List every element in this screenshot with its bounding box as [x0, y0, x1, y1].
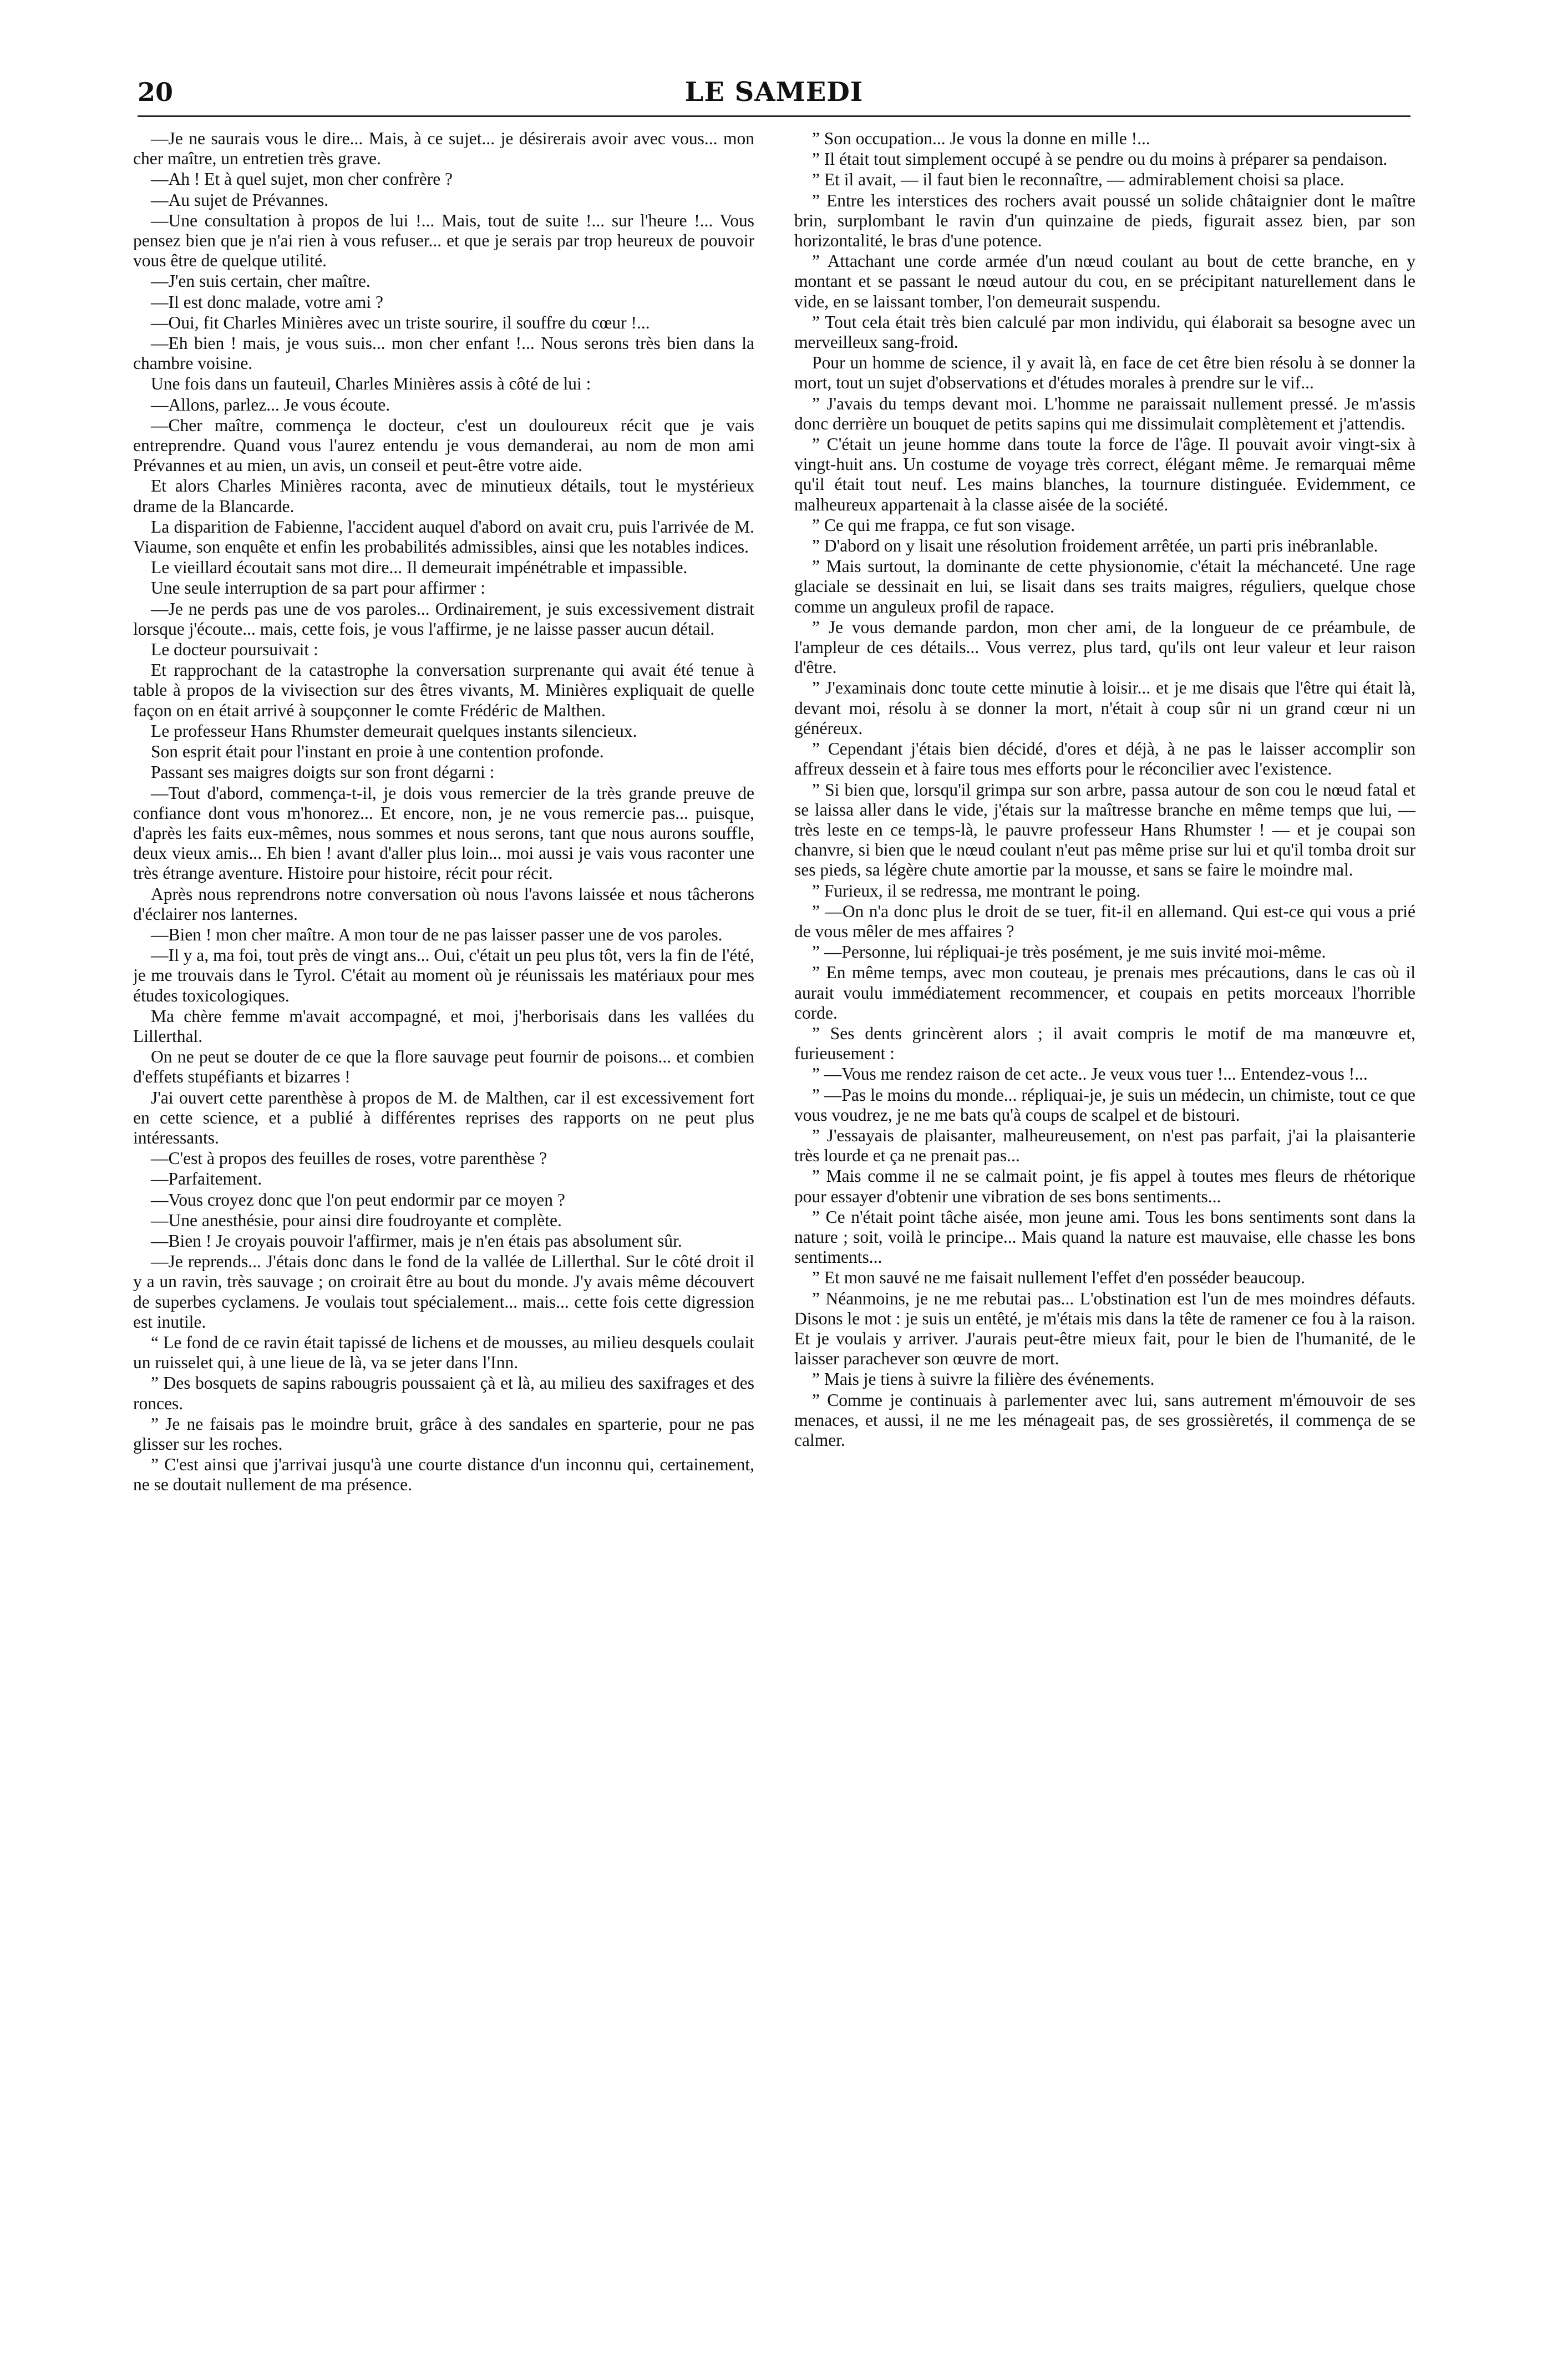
paragraph: ” —On n'a donc plus le droit de se tuer, fit-il en allemand. Qui est-ce qui vous a prié de vous mêler de mes affaires ? [794, 901, 1415, 941]
paragraph: ” Je vous demande pardon, mon cher ami, de la longueur de ce préambule, de l'ampleur de ces détails... Vous verrez, plus tard, qu'ils ont leur valeur et leur raison d'être. [794, 617, 1415, 677]
page-number: 20 [138, 77, 174, 107]
paragraph: La disparition de Fabienne, l'accident auquel d'abord on avait cru, puis l'arrivée de M. Viaume, son enquête et enfin les probabilités admissibles, ainsi que les notables indices. [133, 517, 754, 557]
paragraph: —Tout d'abord, commença-t-il, je dois vous remercier de la très grande preuve de confiance dont vous m'honorez... Et encore, non, je ne vous remercie pas... puisque, d'après les faits eux-mêmes, nous sommes et nous serons, tant que nous aurons souffle, deux vieux amis... Eh bien ! avant d'aller plus loin... moi aussi je vais vous raconter une très étrange aventure. Histoire pour histoire, récit pour récit. [133, 783, 754, 883]
paragraph: ” C'était un jeune homme dans toute la force de l'âge. Il pouvait avoir vingt-six à vingt-huit ans. Un costume de voyage très correct, élégant même. Je remarquai même qu'il était tout neuf. Les mains blanches, la tournure distinguée. Evidemment, ce malheureux appartenait à la classe aisée de la société. [794, 434, 1415, 514]
paragraph: ” Il était tout simplement occupé à se pendre ou du moins à préparer sa pendaison. [812, 149, 1388, 169]
paragraph: ” Furieux, il se redressa, me montrant le poing. [812, 881, 1141, 900]
paragraph: ” Tout cela était très bien calculé par mon individu, qui élaborait sa besogne avec un merveilleux sang-froid. [794, 312, 1415, 352]
paragraph: Le docteur poursuivait : [151, 640, 318, 660]
paragraph: —Au sujet de Prévannes. [151, 190, 329, 210]
paragraph: —Je ne perds pas une de vos paroles... Ordinairement, je suis excessivement distrait lorsque j'écoute... mais, cette fois, je vous l'affirme, je ne laisse passer aucun détail. [133, 599, 754, 639]
right-text-column [794, 129, 1415, 2293]
paragraph: ” Ce n'était point tâche aisée, mon jeune ami. Tous les bons sentiments sont dans la nature ; soit, voilà le principe... Mais quand la nature est mauvaise, elle chasse les bons sentiments... [794, 1207, 1415, 1267]
paragraph: —C'est à propos des feuilles de roses, votre parenthèse ? [151, 1148, 547, 1168]
paragraph: “ Le fond de ce ravin était tapissé de lichens et de mousses, au milieu desquels coulait un ruisselet qui, à une lieue de là, va se jeter dans l'Inn. [133, 1332, 754, 1373]
paragraph: ” J'avais du temps devant moi. L'homme ne paraissait nullement pressé. Je m'assis donc derrière un bouquet de petits sapins qui me dissimulait complètement et j'attendis. [794, 393, 1415, 433]
paragraph: ” Ses dents grincèrent alors ; il avait compris le motif de ma manœuvre et, furieusement : [794, 1023, 1415, 1064]
paragraph: —Bien ! mon cher maître. A mon tour de ne pas laisser passer une de vos paroles. [151, 924, 723, 944]
paragraph: ” Si bien que, lorsqu'il grimpa sur son arbre, passa autour de son cou le nœud fatal et se laissa aller dans le vide, j'étais sur la maîtresse branche en même temps que lui, — très leste en ce temps-là, le pauvre professeur Hans Rhumster ! — et je coupai son chanvre, si bien que le nœud coulant n'eut pas même prise sur lui et qu'il tomba droit sur ses pieds, sa légère chute amortie par la mousse, et sans se faire le moindre mal. [794, 780, 1415, 880]
paragraph: ” —Vous me rendez raison de cet acte.. Je veux vous tuer !... Entendez-vous !... [812, 1064, 1368, 1084]
paragraph: Après nous reprendrons notre conversation où nous l'avons laissée et nous tâcherons d'éclairer nos lanternes. [133, 884, 754, 924]
paragraph: Pour un homme de science, il y avait là, en face de cet être bien résolu à se donner la mort, tout un sujet d'observations et d'études morales à prendre sur le vif... [794, 353, 1415, 393]
paragraph: ” Je ne faisais pas le moindre bruit, grâce à des sandales en sparterie, pour ne pas glisser sur les roches. [133, 1414, 754, 1454]
paragraph: Une fois dans un fauteuil, Charles Minières assis à côté de lui : [151, 374, 591, 394]
paragraph: ” Mais comme il ne se calmait point, je fis appel à toutes mes fleurs de rhétorique pour essayer d'obtenir une vibration de ses bons sentiments... [794, 1166, 1415, 1206]
paragraph: ” Néanmoins, je ne me rebutai pas... L'obstination est l'un de mes moindres défauts. Disons le mot : je suis un entêté, je m'étais mis dans la tête de ramener ce fou à la raison. Et je voulais y arriver. J'aurais peut-être mieux fait, pour le bien de l'humanité, de le laisser parachever son œuvre de mort. [794, 1288, 1415, 1369]
paragraph: ” Comme je continuais à parlementer avec lui, sans autrement m'émouvoir de ses menaces, et aussi, il ne me les ménageait pas, de ses grossièretés, il commença de se calmer. [794, 1390, 1415, 1450]
paragraph: —Il y a, ma foi, tout près de vingt ans... Oui, c'était un peu plus tôt, vers la fin de l'été, je me trouvais dans le Tyrol. C'était au moment où je réunissais les matériaux pour mes études toxicologiques. [133, 945, 754, 1005]
paragraph: ” Et il avait, — il faut bien le reconnaître, — admirablement choisi sa place. [812, 170, 1344, 190]
paragraph: Passant ses maigres doigts sur son front dégarni : [151, 762, 495, 782]
paragraph: ” Attachant une corde armée d'un nœud coulant au bout de cette branche, en y montant et se passant le nœud autour du cou, en se précipitant naturellement dans le vide, en se laissant tomber, l'on demeurait suspendu. [794, 251, 1415, 311]
paragraph: ” C'est ainsi que j'arrivai jusqu'à une courte distance d'un inconnu qui, certainement, ne se doutait nullement de ma présence. [133, 1455, 754, 1495]
paragraph: ” Des bosquets de sapins rabougris poussaient çà et là, au milieu des saxifrages et des ronces. [133, 1373, 754, 1413]
paragraph: ” —Personne, lui répliquai-je très posément, je me suis invité moi-même. [812, 942, 1326, 962]
journal-title: LE SAMEDI [684, 77, 864, 108]
paragraph: —Bien ! Je croyais pouvoir l'affirmer, mais je n'en étais pas absolument sûr. [151, 1231, 682, 1251]
paragraph: —Une anesthésie, pour ainsi dire foudroyante et complète. [151, 1210, 562, 1230]
paragraph: Le professeur Hans Rhumster demeurait quelques instants silencieux. [151, 721, 637, 741]
paragraph: ” J'essayais de plaisanter, malheureusement, on n'est pas parfait, j'ai la plaisanterie très lourde et ça ne prenait pas... [794, 1125, 1415, 1166]
paragraph: Et rapprochant de la catastrophe la conversation surprenante qui avait été tenue à table à propos de la vivisection sur des êtres vivants, M. Minières expliquait de quelle façon on en était arrivé à soupçonner le comte Frédéric de Malthen. [133, 660, 754, 720]
paragraph: ” —Pas le moins du monde... répliquai-je, je suis un médecin, un chimiste, tout ce que vous voudrez, je ne me bats qu'à coups de scalpel et de bistouri. [794, 1085, 1415, 1125]
paragraph: ” En même temps, avec mon couteau, je prenais mes précautions, dans le cas où il aurait voulu immédiatement recommencer, et coupais en petits morceaux l'horrible corde. [794, 963, 1415, 1023]
paragraph: Le vieillard écoutait sans mot dire... Il demeurait impénétrable et impassible. [151, 558, 688, 578]
paragraph: ” Et mon sauvé ne me faisait nullement l'effet d'en posséder beaucoup. [812, 1268, 1305, 1288]
paragraph: —Il est donc malade, votre ami ? [151, 292, 383, 312]
paragraph: ” Cependant j'étais bien décidé, d'ores et déjà, à ne pas le laisser accomplir son affreux dessein et à faire tous mes efforts pour le réconcilier avec l'existence. [794, 739, 1415, 779]
paragraph: —Une consultation à propos de lui !... Mais, tout de suite !... sur l'heure !... Vous pensez bien que je n'ai rien à vous refuser... et que je serais par trop heureux de pouvoir vous être de quelque utilité. [133, 210, 754, 271]
paragraph: On ne peut se douter de ce que la flore sauvage peut fournir de poisons... et combien d'effets stupéfiants et bizarres ! [133, 1047, 754, 1087]
paragraph: —Je reprends... J'étais donc dans le fond de la vallée de Lillerthal. Sur le côté droit il y a un ravin, très sauvage ; on croirait être au bout du monde. J'y avais même découvert de superbes cyclamens. Je voulais tout spécialement... mais... cette fois cette digression est inutile. [133, 1252, 754, 1332]
paragraph: J'ai ouvert cette parenthèse à propos de M. de Malthen, car il est excessivement fort en cette science, et a publié à différentes reprises des rapports on ne peut plus intéressants. [133, 1087, 754, 1147]
paragraph: ” J'examinais donc toute cette minutie à loisir... et je me disais que l'être qui était là, devant moi, résolu à se donner la mort, n'était à coup sûr ni un grand cœur ni un généreux. [794, 678, 1415, 738]
paragraph: —Allons, parlez... Je vous écoute. [151, 394, 390, 414]
left-text-column [133, 129, 754, 2293]
paragraph: ” Son occupation... Je vous la donne en mille !... [812, 129, 1150, 148]
paragraph: —Eh bien ! mais, je vous suis... mon cher enfant !... Nous serons très bien dans la chambre voisine. [133, 333, 754, 373]
paragraph: Et alors Charles Minières raconta, avec de minutieux détails, tout le mystérieux drame de la Blancarde. [133, 476, 754, 516]
page-header [138, 77, 1410, 115]
paragraph: —J'en suis certain, cher maître. [151, 271, 371, 291]
paragraph: ” Mais surtout, la dominante de cette physionomie, c'était la méchanceté. Une rage glaciale se dessinait en lui, se lisait dans ses traits maigres, réguliers, quelque chose comme un anguleux profil de rapace. [794, 556, 1415, 616]
paragraph: Son esprit était pour l'instant en proie à une contention profonde. [151, 742, 604, 762]
paragraph: —Oui, fit Charles Minières avec un triste sourire, il souffre du cœur !... [151, 312, 650, 332]
paragraph: —Vous croyez donc que l'on peut endormir par ce moyen ? [151, 1190, 565, 1210]
paragraph: ” Mais je tiens à suivre la filière des événements. [812, 1369, 1155, 1389]
paragraph: —Cher maître, commença le docteur, c'est un douloureux récit que je vais entreprendre. Quand vous l'aurez entendu je vous demanderai, au nom de mon ami Prévannes et au mien, un avis, un conseil et peut-être votre aide. [133, 415, 754, 475]
paragraph: Une seule interruption de sa part pour affirmer : [151, 578, 485, 598]
paragraph: ” Ce qui me frappa, ce fut son visage. [812, 515, 1075, 535]
paragraph: —Parfaitement. [151, 1169, 262, 1189]
paragraph: ” D'abord on y lisait une résolution froidement arrêtée, un parti pris inébranlable. [812, 536, 1378, 556]
paragraph: ” Entre les interstices des rochers avait poussé un solide châtaignier dont le maître brin, surplombant le ravin d'un quinzaine de pieds, figurait assez bien, par son horizontalité, le bras d'une potence. [794, 190, 1415, 251]
paragraph: —Ah ! Et à quel sujet, mon cher confrère ? [151, 169, 453, 189]
header-rule [138, 115, 1410, 117]
paragraph: —Je ne saurais vous le dire... Mais, à ce sujet... je désirerais avoir avec vous... mon cher maître, un entretien très grave. [133, 129, 754, 169]
paragraph: Ma chère femme m'avait accompagné, et moi, j'herborisais dans les vallées du Lillerthal. [133, 1006, 754, 1046]
